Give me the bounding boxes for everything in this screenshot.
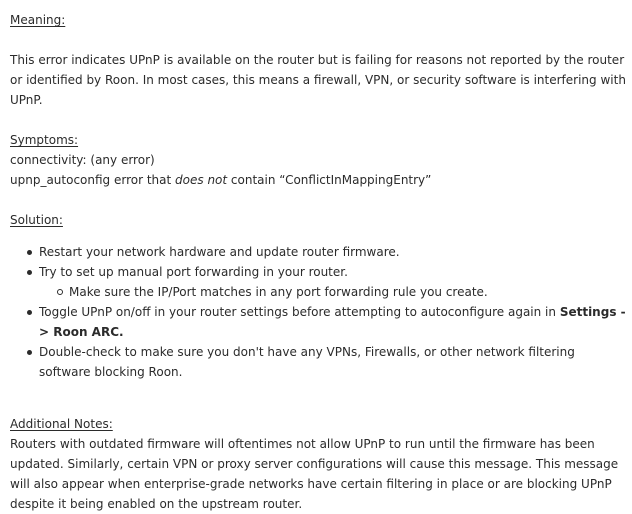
solution-item-port-forwarding xyxy=(39,262,626,302)
symptom-text-prefix: upnp_autoconfig error that xyxy=(10,173,176,187)
solution-item-double-check: Double-check to make sure you don't have any VPNs, Firewalls, or other network filtering software blocking Roon. xyxy=(39,342,626,382)
solution-list xyxy=(10,242,626,382)
solution-item-restart: Restart your network hardware and update router firmware. xyxy=(39,242,626,262)
symptom-text-emphasis: does not xyxy=(175,173,228,187)
solution-item-port-forwarding-text: Try to set up manual port forwarding in your router. xyxy=(39,265,348,279)
symptom-upnp-autoconfig xyxy=(10,170,626,190)
symptoms-heading: Symptoms: xyxy=(10,133,79,147)
solution-sublist xyxy=(39,282,626,302)
meaning-text: This error indicates UPnP is available on the router but is failing for reasons not reported by the router or identified by Roon. In most cases, this means a firewall, VPN, or security software is interfering with UPnP. xyxy=(10,53,626,107)
notes-heading: Additional Notes: xyxy=(10,417,113,431)
symptom-connectivity: connectivity: (any error) xyxy=(10,153,155,167)
notes-text: Routers with outdated firmware will oftentimes not allow UPnP to run until the firmware has been updated. Similarly, certain VPN or proxy server configurations will cause this message. This message will also appear when enterprise-grade networks have certain filtering in place or are blocking UPnP despite it being enabled on the upstream router. xyxy=(10,437,619,511)
article xyxy=(10,10,626,514)
solution-item-toggle-upnp xyxy=(39,302,626,342)
settings-path: Settings -> Roon ARC. xyxy=(39,305,626,339)
symptom-text-suffix: contain “ConflictInMappingEntry” xyxy=(227,173,432,187)
meaning-heading: Meaning: xyxy=(10,13,66,27)
solution-item-toggle-text: Toggle UPnP on/off in your router settings before attempting to autoconfigure again in xyxy=(39,305,560,319)
solution-subitem-ip-port: Make sure the IP/Port matches in any port forwarding rule you create. xyxy=(69,282,626,302)
solution-heading: Solution: xyxy=(10,213,63,227)
